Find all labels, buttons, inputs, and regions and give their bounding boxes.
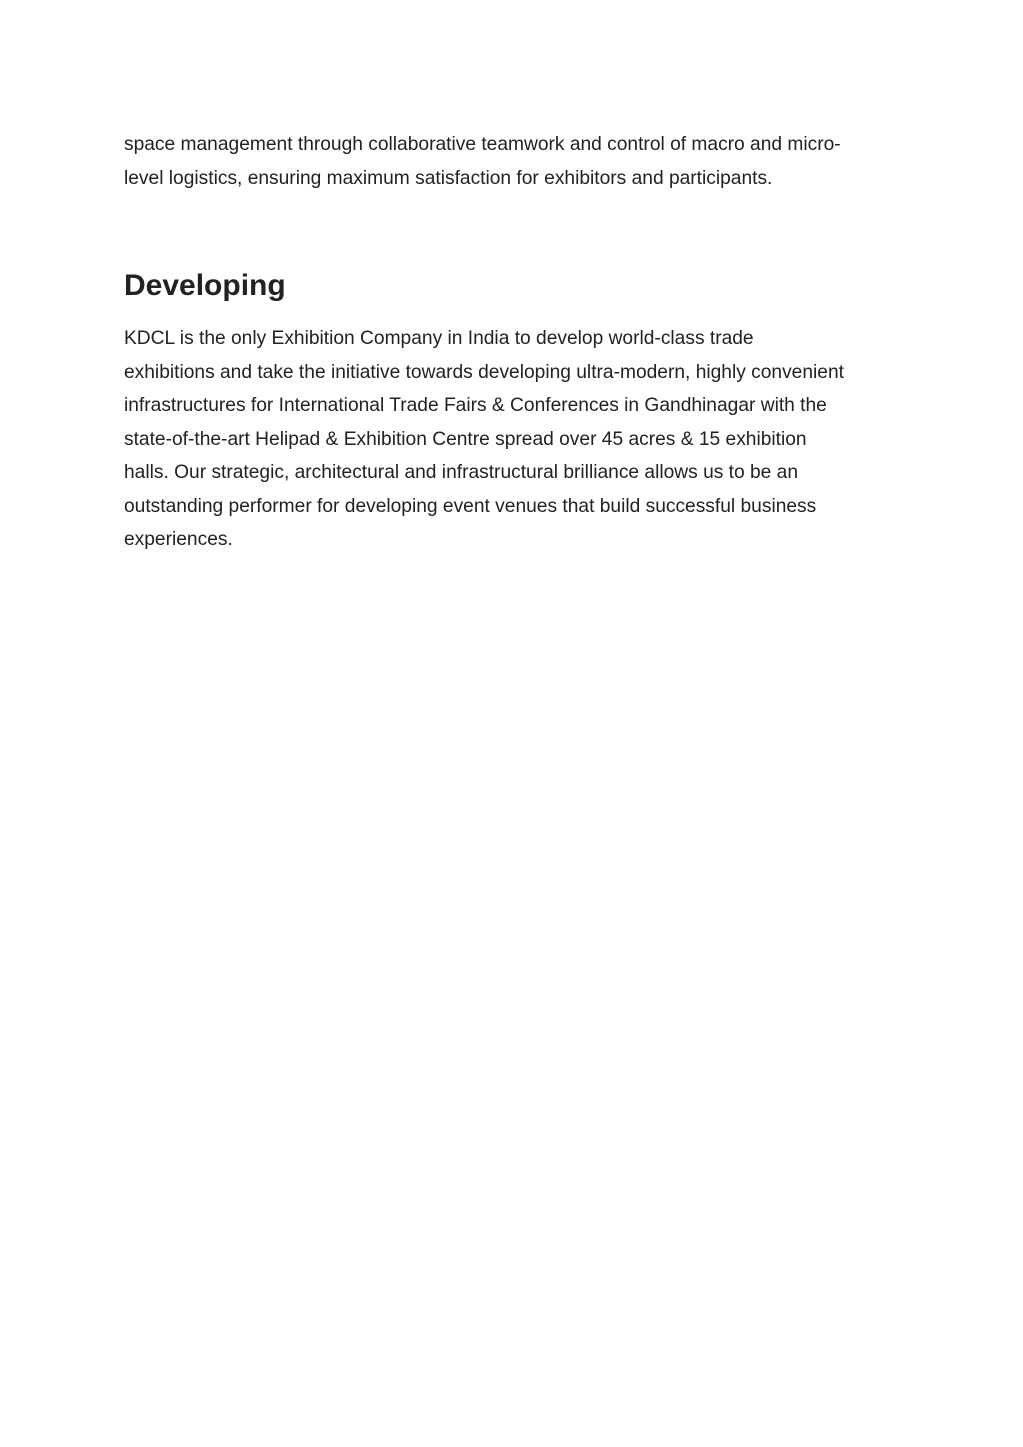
developing-line: exhibitions and take the initiative towards developing ultra-modern, highly convenient — [124, 361, 844, 383]
document-page — [124, 128, 914, 550]
developing-line: state-of-the-art Helipad & Exhibition Centre spread over 45 acres & 15 exhibition — [124, 428, 807, 450]
developing-line: halls. Our strategic, architectural and infrastructural brilliance allows us to be an — [124, 462, 799, 483]
intro-line: space management through collaborative teamwork and control of macro and micro- — [124, 134, 841, 155]
developing-line: infrastructures for International Trade Fairs & Conferences in Gandhinagar with the — [124, 395, 827, 416]
intro-line: level logistics, ensuring maximum satisfaction for exhibitors and participants. — [124, 167, 773, 189]
developing-line: experiences. — [124, 529, 233, 550]
developing-paragraph — [124, 322, 844, 557]
developing-line: outstanding performer for developing event venues that build successful business — [124, 495, 817, 517]
section-heading-developing: Developing — [124, 269, 286, 302]
developing-line: KDCL is the only Exhibition Company in India to develop world-class trade — [124, 328, 754, 349]
intro-paragraph — [124, 128, 914, 195]
